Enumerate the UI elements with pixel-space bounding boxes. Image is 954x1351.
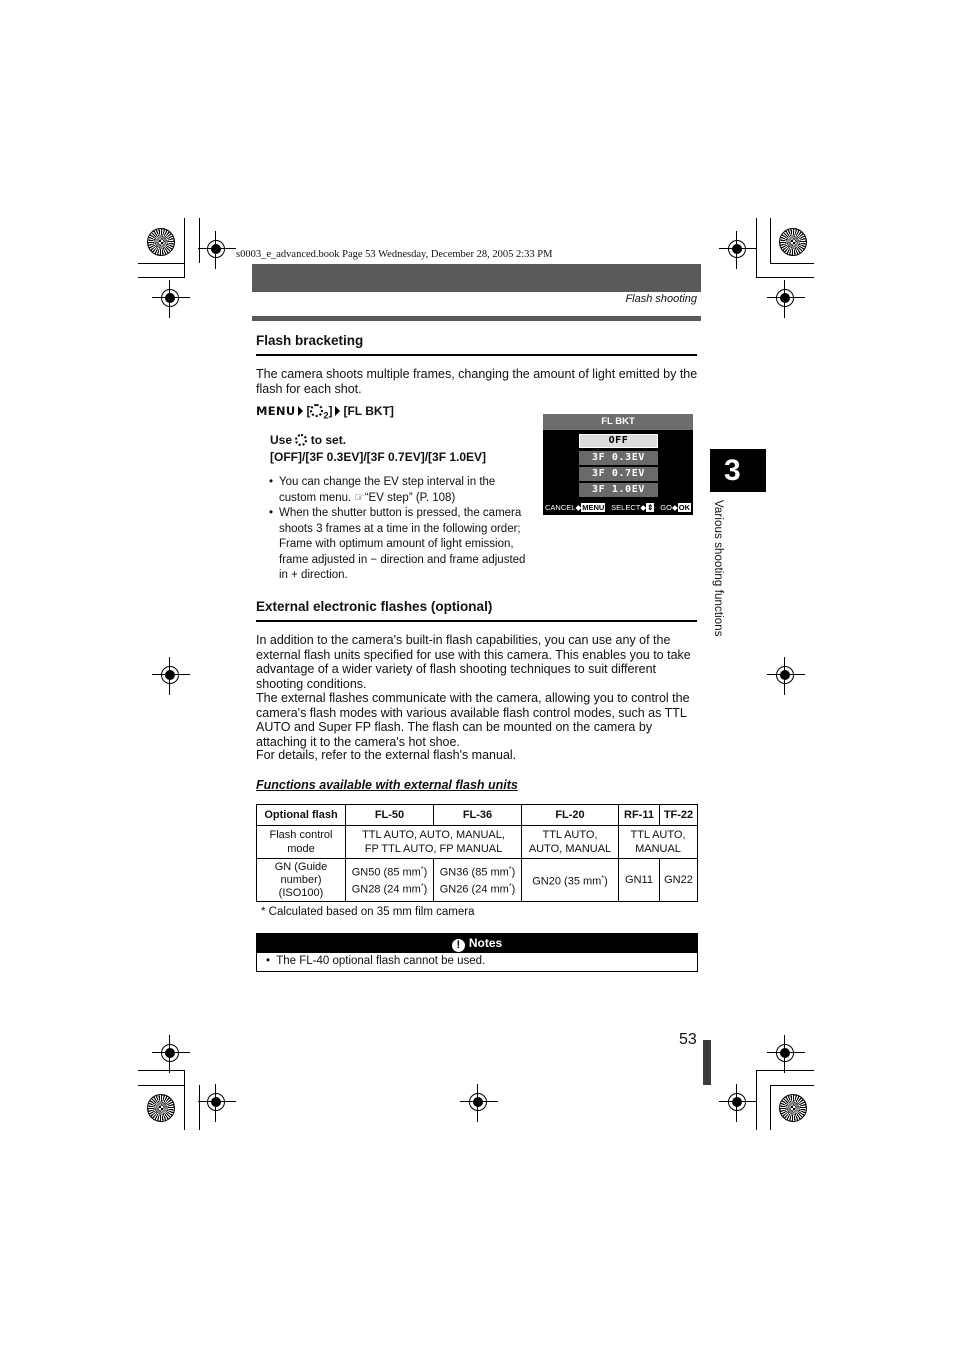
table-cell: TTL AUTO, AUTO, MANUAL <box>522 826 619 859</box>
menu-item: [FL BKT] <box>343 404 394 418</box>
registration-target-icon <box>207 240 225 258</box>
table-cell: TTL AUTO, AUTO, MANUAL, FP TTL AUTO, FP MANUAL <box>346 826 522 859</box>
registration-target-icon <box>728 240 746 258</box>
registration-target-icon <box>776 666 794 684</box>
table-header: FL-50 <box>346 805 434 826</box>
table-cell: GN (Guide number) (ISO100) <box>257 859 346 902</box>
table-title: Functions available with external flash units <box>256 778 518 792</box>
lcd-cancel-hint: CANCEL◆MENU <box>545 503 605 512</box>
menu-button-label: MENU <box>256 404 296 418</box>
table-cell: TTL AUTO, MANUAL <box>619 826 698 859</box>
registration-target-icon <box>207 1093 225 1111</box>
arrow-right-icon <box>335 406 340 416</box>
table-header: FL-36 <box>434 805 522 826</box>
registration-starburst-icon <box>779 228 807 256</box>
table-row <box>257 826 698 859</box>
menu-path <box>256 404 394 420</box>
registration-target-icon <box>161 1044 179 1062</box>
list-item: • You can change the EV step interval in the custom menu. ☞“EV step” (P. 108) <box>269 475 531 506</box>
section-rule <box>256 620 697 622</box>
menu-tab-close: ] <box>328 404 333 418</box>
external-paragraph-2: The external flashes communicate with the camera, allowing you to control the camera's flash modes with various available flash control modes, such as TTL AUTO and Super FP flash. The flash can be mounted on the camera by attaching it to the camera's hot shoe. <box>256 691 690 749</box>
table-header: Optional flash <box>257 805 346 826</box>
table-cell: GN22 <box>660 859 698 902</box>
use-text: Use <box>270 433 293 447</box>
notes-heading: ! Notes <box>256 933 698 953</box>
option-list: [OFF]/[3F 0.3EV]/[3F 0.7EV]/[3F 1.0EV] <box>270 450 487 464</box>
registration-target-icon <box>161 289 179 307</box>
lcd-ok-key: OK <box>678 503 690 512</box>
external-paragraph-3: For details, refer to the external flash's manual. <box>256 748 517 762</box>
registration-target-icon <box>776 1044 794 1062</box>
footnote: * Calculated based on 35 mm film camera <box>261 906 475 918</box>
bullet-list <box>269 475 531 584</box>
warning-icon: ! <box>452 939 465 952</box>
registration-target-icon <box>728 1093 746 1111</box>
camera-lcd-screen <box>543 414 693 515</box>
lcd-option: 3F 0.7EV <box>579 467 658 481</box>
flash-functions-table <box>256 804 698 902</box>
notes-item: The FL-40 optional flash cannot be used. <box>276 955 486 967</box>
table-row <box>257 859 698 902</box>
lcd-key-guide <box>543 501 693 515</box>
lcd-option: 3F 1.0EV <box>579 483 658 497</box>
arrow-right-icon <box>298 406 303 416</box>
lcd-go-hint: GO◆OK <box>660 503 690 512</box>
registration-target-icon <box>776 289 794 307</box>
lcd-arrow-key-icon: ⇕ <box>647 503 654 512</box>
intro-paragraph: The camera shoots multiple frames, changing the amount of light emitted by the flash for each shot. <box>256 367 698 396</box>
table-cell: GN36 (85 mm*) GN26 (24 mm*) <box>434 859 522 902</box>
menu-tab-open: [ <box>306 404 311 418</box>
list-item: • When the shutter button is pressed, the camera shoots 3 frames at a time in the following order; Frame with optimum amount of light emission, frame adjusted in − direction and frame adjusted in + direction. <box>269 506 531 584</box>
registration-target-icon <box>469 1093 487 1111</box>
registration-starburst-icon <box>779 1094 807 1122</box>
lcd-title: FL BKT <box>543 414 693 430</box>
chapter-side-label: Various shooting functions <box>712 500 724 637</box>
running-title: Flash shooting <box>625 293 697 305</box>
page-number: 53 <box>679 1031 697 1048</box>
menu-tab-subscript: 2 <box>323 410 329 421</box>
external-paragraph-1: In addition to the camera's built-in flash capabilities, you can use any of the external flash units specified for use with this camera. This enables you to take advantage of a wider variety of flash shooting techniques to suit different shooting conditions. <box>256 633 691 691</box>
table-cell: Flash control mode <box>257 826 346 859</box>
table-header-row <box>257 805 698 826</box>
chapter-tab: 3 <box>710 449 766 492</box>
header-rule <box>252 316 701 321</box>
table-header: RF-11 <box>619 805 660 826</box>
table-cell: GN11 <box>619 859 660 902</box>
registration-target-icon <box>161 666 179 684</box>
section-rule <box>256 354 697 356</box>
use-text-post: to set. <box>310 433 347 447</box>
registration-starburst-icon <box>147 1094 175 1122</box>
registration-starburst-icon <box>147 228 175 256</box>
table-header: FL-20 <box>522 805 619 826</box>
file-info: s0003_e_advanced.book Page 53 Wednesday, December 28, 2005 2:33 PM <box>236 249 553 260</box>
table-header: TF-22 <box>660 805 698 826</box>
custom-menu-icon <box>310 404 323 417</box>
table-cell: GN50 (85 mm*) GN28 (24 mm*) <box>346 859 434 902</box>
lcd-menu-key: MENU <box>582 503 605 512</box>
notes-body: • The FL-40 optional flash cannot be used. <box>256 953 698 972</box>
header-bar <box>252 264 701 292</box>
lcd-option-selected: OFF <box>579 434 658 448</box>
use-instruction <box>270 433 346 447</box>
arrow-pad-icon <box>295 434 307 446</box>
lcd-select-hint: SELECT◆⇕ <box>611 503 654 512</box>
section-heading: Flash bracketing <box>256 333 364 348</box>
page-marker-bar <box>703 1040 711 1085</box>
section-heading: External electronic flashes (optional) <box>256 599 493 614</box>
table-cell: GN20 (35 mm*) <box>522 859 619 902</box>
lcd-option: 3F 0.3EV <box>579 451 658 465</box>
